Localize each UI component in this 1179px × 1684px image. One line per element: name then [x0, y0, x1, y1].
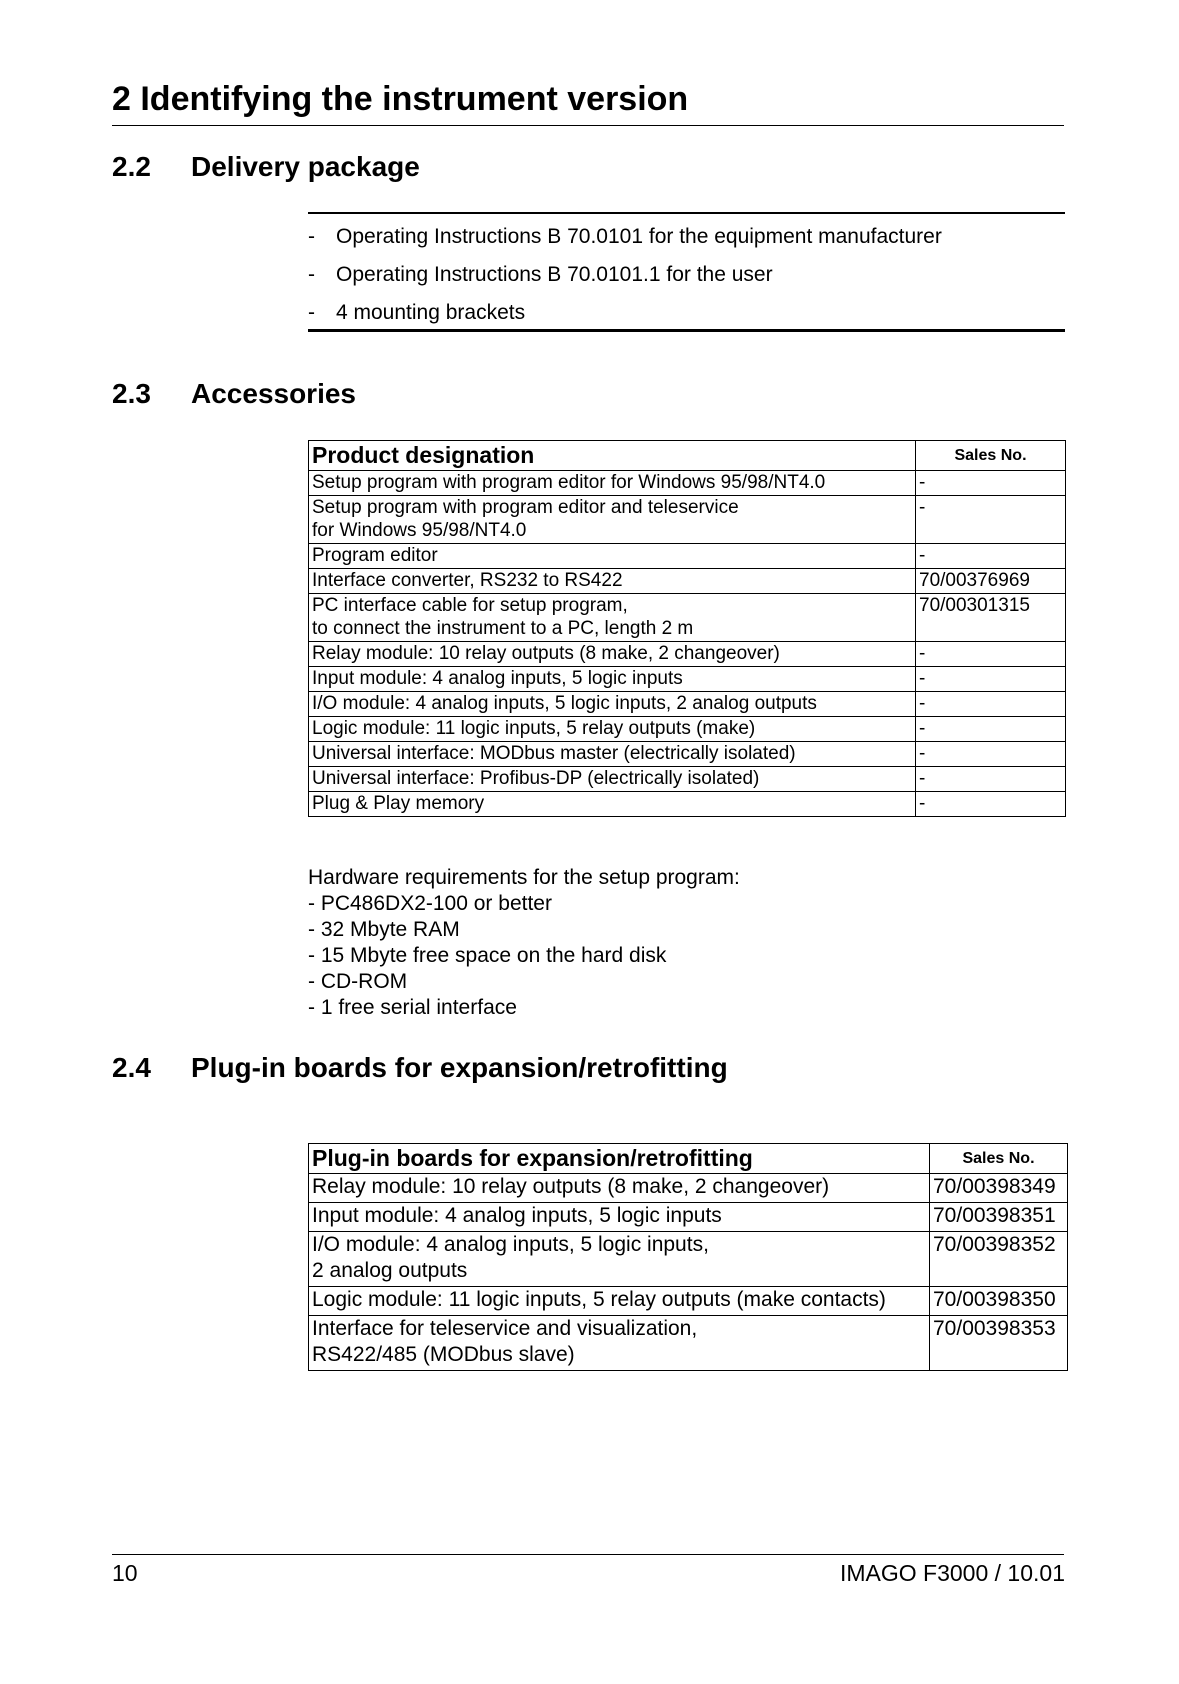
section-heading-delivery — [112, 150, 420, 184]
cell-designation — [309, 471, 916, 496]
cell-sales-no: 70/00398349 — [930, 1174, 1068, 1203]
designation-line: to connect the instrument to a PC, length 2 m — [312, 618, 694, 639]
designation-line: Program editor — [312, 545, 438, 566]
cell-designation — [309, 1174, 930, 1203]
designation-line: I/O module: 4 analog inputs, 5 logic inputs, — [312, 1233, 709, 1256]
cell-designation — [309, 792, 916, 817]
cell-designation — [309, 569, 916, 594]
cell-sales-no: - — [916, 544, 1066, 569]
delivery-item — [308, 226, 942, 247]
designation-line: Logic module: 11 logic inputs, 5 relay outputs (make) — [312, 718, 756, 739]
table-row — [309, 1316, 1068, 1371]
table-row — [309, 742, 1066, 767]
table-row — [309, 1203, 1068, 1232]
cell-designation — [309, 767, 916, 792]
cell-sales-no: 70/00398351 — [930, 1203, 1068, 1232]
column-header-designation: Plug-in boards for expansion/retrofitting — [309, 1144, 930, 1174]
hardware-item: - PC486DX2-100 or better — [308, 892, 552, 915]
delivery-item-text: 4 mounting brackets — [336, 301, 526, 324]
list-dash: - — [308, 225, 315, 248]
cell-sales-no: 70/00398353 — [930, 1316, 1068, 1371]
section-title-text: Plug-in boards for expansion/retrofitting — [191, 1052, 728, 1083]
table-row — [309, 717, 1066, 742]
table-row — [309, 792, 1066, 817]
cell-designation — [309, 1203, 930, 1232]
cell-designation — [309, 667, 916, 692]
column-header-sales-no: Sales No. — [930, 1144, 1068, 1174]
designation-line: Setup program with program editor for Windows 95/98/NT4.0 — [312, 472, 826, 493]
cell-sales-no: 70/00376969 — [916, 569, 1066, 594]
table-row — [309, 594, 1066, 642]
designation-line: for Windows 95/98/NT4.0 — [312, 520, 527, 541]
hardware-item: - 15 Mbyte free space on the hard disk — [308, 944, 667, 967]
table-row — [309, 642, 1066, 667]
table-row — [309, 471, 1066, 496]
delivery-item — [308, 264, 773, 285]
table-row — [309, 1287, 1068, 1316]
designation-line: Interface converter, RS232 to RS422 — [312, 570, 623, 591]
column-header-designation: Product designation — [309, 441, 916, 471]
section-number: 2.3 — [112, 378, 151, 409]
designation-line: Setup program with program editor and teleservice — [312, 497, 739, 518]
hardware-item: - CD-ROM — [308, 970, 408, 993]
section-number: 2.4 — [112, 1052, 151, 1083]
page-number: 10 — [112, 1560, 138, 1586]
section-title-text: Accessories — [191, 378, 357, 409]
designation-line: Input module: 4 analog inputs, 5 logic inputs — [312, 1204, 722, 1227]
cell-sales-no: - — [916, 496, 1066, 544]
plugin-boards-table — [308, 1143, 1068, 1371]
document-reference: IMAGO F3000 / 10.01 — [839, 1560, 1065, 1586]
designation-line: PC interface cable for setup program, — [312, 595, 628, 616]
table-row — [309, 569, 1066, 594]
plugin-boards-table-body — [309, 1174, 1068, 1371]
delivery-item-text: Operating Instructions B 70.0101 for the equipment manufacturer — [336, 225, 942, 248]
cell-designation — [309, 496, 916, 544]
cell-sales-no: 70/00301315 — [916, 594, 1066, 642]
designation-line: Interface for teleservice and visualization, — [312, 1317, 698, 1340]
chapter-title: 2 Identifying the instrument version — [112, 80, 1064, 126]
section-heading-plugin-boards — [112, 1051, 728, 1085]
cell-sales-no: - — [916, 667, 1066, 692]
cell-sales-no: 70/00398352 — [930, 1232, 1068, 1287]
designation-line: Universal interface: Profibus-DP (electrically isolated) — [312, 768, 760, 789]
designation-line: Relay module: 10 relay outputs (8 make, 2 changeover) — [312, 1175, 830, 1198]
accessories-table-body — [309, 471, 1066, 817]
list-dash: - — [308, 263, 315, 286]
designation-line: RS422/485 (MODbus slave) — [312, 1343, 575, 1366]
hardware-item: - 32 Mbyte RAM — [308, 918, 460, 941]
footer-divider — [112, 1554, 1064, 1555]
delivery-item-text: Operating Instructions B 70.0101.1 for the user — [336, 263, 773, 286]
list-dash: - — [308, 301, 315, 324]
cell-sales-no: - — [916, 717, 1066, 742]
designation-line: Universal interface: MODbus master (electrically isolated) — [312, 743, 796, 764]
section-number: 2.2 — [112, 151, 151, 182]
table-row — [309, 767, 1066, 792]
designation-line: Logic module: 11 logic inputs, 5 relay outputs (make contacts) — [312, 1288, 886, 1311]
cell-sales-no: - — [916, 742, 1066, 767]
cell-designation — [309, 1287, 930, 1316]
column-header-sales-no: Sales No. — [916, 441, 1066, 471]
table-row — [309, 1232, 1068, 1287]
table-row — [309, 1174, 1068, 1203]
section-title-text: Delivery package — [191, 151, 420, 182]
table-header-row — [309, 441, 1066, 471]
hardware-intro: Hardware requirements for the setup program: — [308, 866, 740, 889]
cell-designation — [309, 692, 916, 717]
cell-sales-no: - — [916, 792, 1066, 817]
table-row — [309, 692, 1066, 717]
section-heading-accessories — [112, 377, 356, 411]
cell-sales-no: - — [916, 642, 1066, 667]
table-header-row — [309, 1144, 1068, 1174]
designation-line: Relay module: 10 relay outputs (8 make, 2 changeover) — [312, 643, 780, 664]
cell-sales-no: 70/00398350 — [930, 1287, 1068, 1316]
hardware-item: - 1 free serial interface — [308, 996, 517, 1019]
cell-designation — [309, 594, 916, 642]
designation-line: 2 analog outputs — [312, 1259, 468, 1282]
delivery-item — [308, 302, 525, 323]
table-row — [309, 544, 1066, 569]
cell-designation — [309, 1316, 930, 1371]
cell-designation — [309, 717, 916, 742]
table-row — [309, 496, 1066, 544]
cell-designation — [309, 1232, 930, 1287]
cell-sales-no: - — [916, 767, 1066, 792]
cell-sales-no: - — [916, 692, 1066, 717]
cell-designation — [309, 642, 916, 667]
cell-designation — [309, 742, 916, 767]
cell-designation — [309, 544, 916, 569]
designation-line: Plug & Play memory — [312, 793, 485, 814]
table-row — [309, 667, 1066, 692]
cell-sales-no: - — [916, 471, 1066, 496]
designation-line: I/O module: 4 analog inputs, 5 logic inputs, 2 analog outputs — [312, 693, 817, 714]
hardware-requirements — [308, 865, 740, 1021]
delivery-package-box — [308, 212, 1065, 332]
accessories-table — [308, 440, 1066, 817]
designation-line: Input module: 4 analog inputs, 5 logic inputs — [312, 668, 683, 689]
